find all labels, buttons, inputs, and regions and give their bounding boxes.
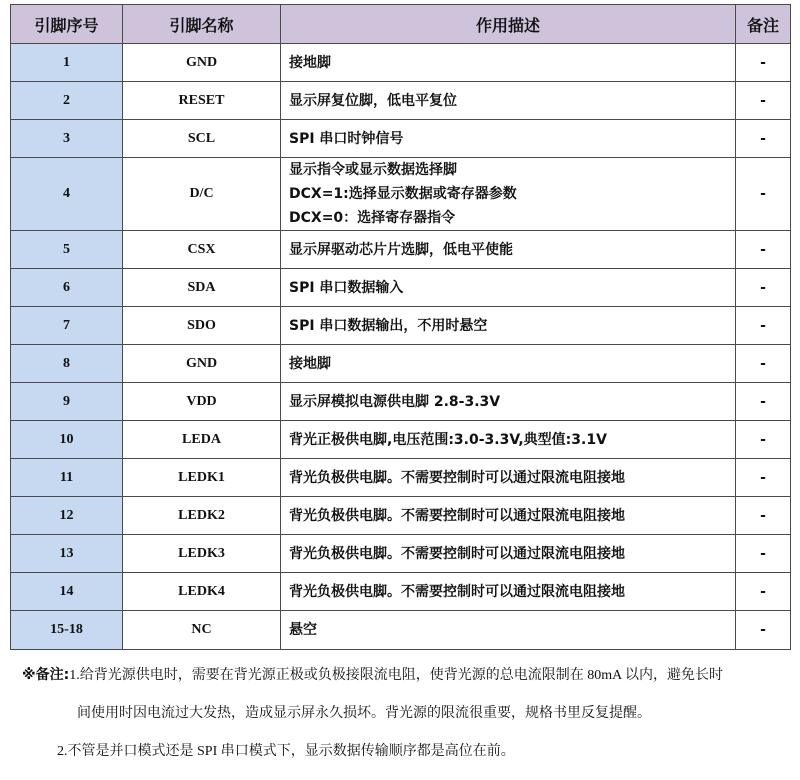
table-header-row bbox=[11, 5, 791, 44]
description-line: DCX=1:选择显示数据或寄存器参数 bbox=[289, 186, 517, 202]
pin-number-cell: 3 bbox=[11, 120, 123, 158]
table-row bbox=[11, 535, 791, 573]
pin-remark-cell: - bbox=[736, 231, 791, 269]
pin-name-cell: SDO bbox=[123, 307, 281, 345]
pin-name-cell: LEDK4 bbox=[123, 573, 281, 611]
pin-remark-cell: - bbox=[736, 44, 791, 82]
table-row bbox=[11, 44, 791, 82]
pin-name-cell: VDD bbox=[123, 383, 281, 421]
pin-number-cell: 10 bbox=[11, 421, 123, 459]
pin-remark-cell: - bbox=[736, 573, 791, 611]
remark-1-text: 1.给背光源供电时，需要在背光源正极或负极接限流电阻，使背光源的总电流限制在 80mA 以内，避免长时 bbox=[69, 668, 723, 683]
pin-number-cell: 11 bbox=[11, 459, 123, 497]
pin-name-cell: SCL bbox=[123, 120, 281, 158]
description-line: 背光负极供电脚。不需要控制时可以通过限流电阻接地 bbox=[289, 583, 625, 600]
description-line: SPI 串口时钟信号 bbox=[289, 130, 404, 147]
description-line: 背光负极供电脚。不需要控制时可以通过限流电阻接地 bbox=[289, 507, 625, 524]
table-row bbox=[11, 158, 791, 231]
table-row bbox=[11, 421, 791, 459]
pin-description-cell bbox=[281, 573, 736, 611]
pin-number-cell: 15-18 bbox=[11, 611, 123, 650]
pin-remark-cell: - bbox=[736, 307, 791, 345]
remark-2: 2.不管是并口模式还是 SPI 串口模式下，显示数据传输顺序都是高位在前。 bbox=[57, 744, 515, 759]
header-remark: 备注 bbox=[736, 5, 791, 44]
description-line: 显示指令或显示数据选择脚 bbox=[289, 162, 457, 178]
remark-lead: ※备注: bbox=[22, 667, 70, 683]
table-row bbox=[11, 383, 791, 421]
pin-remark-cell: - bbox=[736, 535, 791, 573]
pin-name-cell: NC bbox=[123, 611, 281, 650]
pin-remark-cell: - bbox=[736, 459, 791, 497]
description-line: 背光正极供电脚,电压范围:3.0-3.3V,典型值:3.1V bbox=[289, 431, 607, 448]
pin-name-cell: RESET bbox=[123, 82, 281, 120]
pin-number-cell: 1 bbox=[11, 44, 123, 82]
pin-name-cell: LEDK2 bbox=[123, 497, 281, 535]
table-row bbox=[11, 307, 791, 345]
remark-1 bbox=[22, 666, 792, 685]
pin-remark-cell: - bbox=[736, 158, 791, 231]
table-body bbox=[11, 44, 791, 650]
pin-name-cell: SDA bbox=[123, 269, 281, 307]
table-row bbox=[11, 269, 791, 307]
table-row bbox=[11, 82, 791, 120]
pin-number-cell: 2 bbox=[11, 82, 123, 120]
table-row bbox=[11, 459, 791, 497]
pin-description-cell bbox=[281, 120, 736, 158]
table-row bbox=[11, 573, 791, 611]
pin-description-cell bbox=[281, 44, 736, 82]
pin-description-cell bbox=[281, 231, 736, 269]
table-row bbox=[11, 231, 791, 269]
pin-remark-cell: - bbox=[736, 383, 791, 421]
pin-description-cell bbox=[281, 421, 736, 459]
pin-name-cell: LEDK3 bbox=[123, 535, 281, 573]
pin-description-cell bbox=[281, 383, 736, 421]
description-line: SPI 串口数据输出，不用时悬空 bbox=[289, 317, 488, 334]
description-line: DCX=0：选择寄存器指令 bbox=[289, 210, 456, 226]
pin-name-cell: GND bbox=[123, 345, 281, 383]
description-line: 接地脚 bbox=[289, 355, 331, 372]
pin-number-cell: 9 bbox=[11, 383, 123, 421]
pin-description-cell bbox=[281, 82, 736, 120]
pin-remark-cell: - bbox=[736, 421, 791, 459]
pin-number-cell: 14 bbox=[11, 573, 123, 611]
pin-remark-cell: - bbox=[736, 82, 791, 120]
pin-number-cell: 6 bbox=[11, 269, 123, 307]
header-pin-number: 引脚序号 bbox=[11, 5, 123, 44]
table-row bbox=[11, 345, 791, 383]
pin-description-cell bbox=[281, 497, 736, 535]
pin-number-cell: 8 bbox=[11, 345, 123, 383]
pin-description-cell bbox=[281, 611, 736, 650]
header-pin-name: 引脚名称 bbox=[123, 5, 281, 44]
pin-remark-cell: - bbox=[736, 345, 791, 383]
pin-description-cell bbox=[281, 345, 736, 383]
pin-number-cell: 13 bbox=[11, 535, 123, 573]
pin-remark-cell: - bbox=[736, 269, 791, 307]
pin-remark-cell: - bbox=[736, 120, 791, 158]
pin-description-cell bbox=[281, 459, 736, 497]
pin-description-cell bbox=[281, 535, 736, 573]
description-line: 显示屏复位脚，低电平复位 bbox=[289, 92, 457, 109]
pin-name-cell: CSX bbox=[123, 231, 281, 269]
description-line: SPI 串口数据输入 bbox=[289, 279, 404, 296]
pin-number-cell: 7 bbox=[11, 307, 123, 345]
pin-remark-cell: - bbox=[736, 611, 791, 650]
pin-number-cell: 12 bbox=[11, 497, 123, 535]
table-row bbox=[11, 497, 791, 535]
description-line: 显示屏驱动芯片片选脚，低电平使能 bbox=[289, 241, 513, 258]
remarks-section bbox=[22, 666, 792, 780]
remark-1-continuation: 间使用时因电流过大发热，造成显示屏永久损坏。背光源的限流很重要，规格书里反复提醒。 bbox=[77, 706, 651, 721]
pin-name-cell: LEDA bbox=[123, 421, 281, 459]
pin-remark-cell: - bbox=[736, 497, 791, 535]
description-line: 悬空 bbox=[289, 622, 317, 638]
description-line: 显示屏模拟电源供电脚 2.8-3.3V bbox=[289, 393, 501, 410]
pin-number-cell: 5 bbox=[11, 231, 123, 269]
pin-name-cell: GND bbox=[123, 44, 281, 82]
description-line: 背光负极供电脚。不需要控制时可以通过限流电阻接地 bbox=[289, 545, 625, 562]
pin-description-cell bbox=[281, 307, 736, 345]
pin-description-cell bbox=[281, 158, 736, 231]
pin-name-cell: D/C bbox=[123, 158, 281, 231]
pin-definition-table bbox=[10, 4, 791, 650]
pin-name-cell: LEDK1 bbox=[123, 459, 281, 497]
table-row bbox=[11, 611, 791, 650]
description-line: 背光负极供电脚。不需要控制时可以通过限流电阻接地 bbox=[289, 469, 625, 486]
pin-number-cell: 4 bbox=[11, 158, 123, 231]
header-description: 作用描述 bbox=[281, 5, 736, 44]
table-row bbox=[11, 120, 791, 158]
pin-description-cell bbox=[281, 269, 736, 307]
description-line: 接地脚 bbox=[289, 54, 331, 71]
